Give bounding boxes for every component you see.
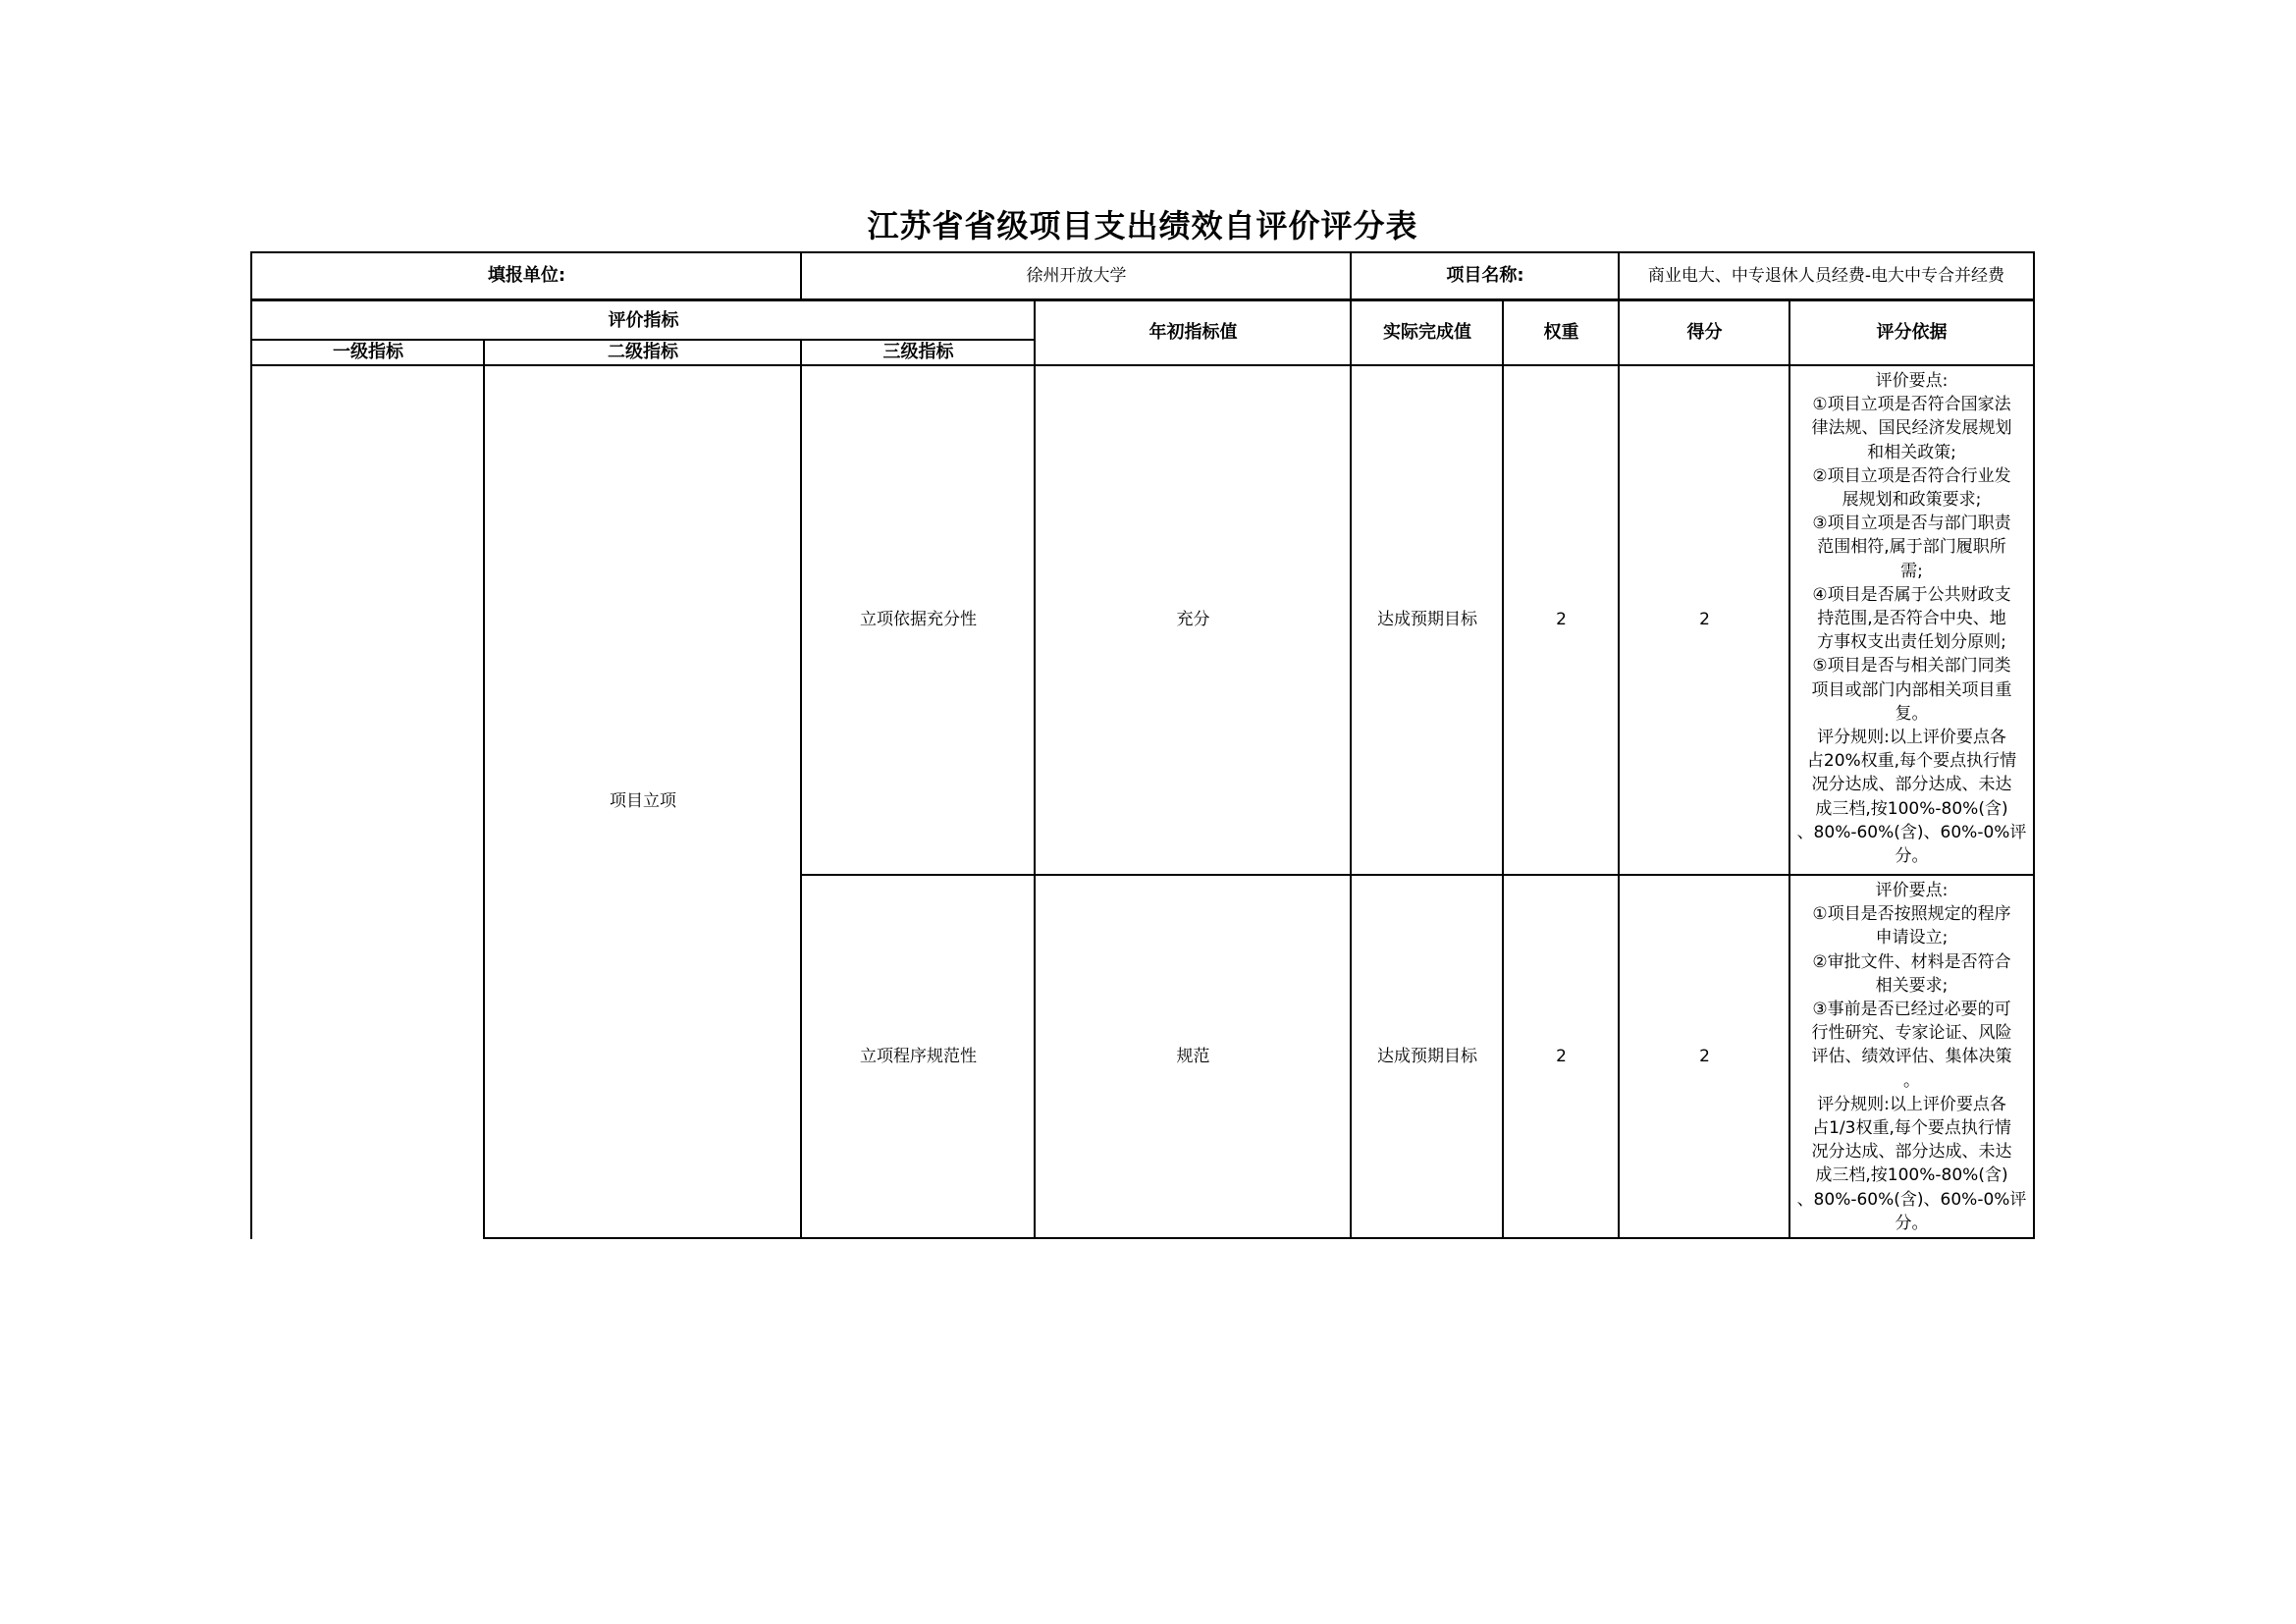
project-label: 项目名称: [1350, 251, 1619, 300]
basis-line: 展规划和政策要求; [1842, 490, 1982, 511]
basis-line: 评价要点: [1875, 881, 1949, 900]
header-level1: 一级指标 [250, 339, 484, 366]
level2-cell: 项目立项 [483, 365, 801, 1239]
basis-line: 方事权支出责任划分原则; [1817, 632, 2006, 653]
basis-line: 分。 [1895, 1213, 1929, 1233]
row2-score: 2 [1618, 875, 1789, 1239]
basis-line: 复。 [1895, 703, 1929, 724]
unit-label: 填报单位: [250, 251, 801, 300]
basis-line: 行性研究、专家论证、风险 [1811, 1023, 2012, 1044]
row1-weight: 2 [1502, 365, 1619, 876]
page-title: 江苏省省级项目支出绩效自评价评分表 [867, 207, 1418, 244]
header-actual: 实际完成值 [1350, 299, 1503, 366]
basis-line: ③项目立项是否与部门职责 [1812, 514, 2011, 534]
basis-line: 。 [1903, 1070, 1920, 1091]
basis-line: 占1/3权重,每个要点执行情 [1812, 1118, 2011, 1139]
unit-value: 徐州开放大学 [800, 251, 1351, 300]
basis-line: 、80%-60%(含)、60%-0%评 [1796, 822, 2027, 842]
row2-weight: 2 [1502, 875, 1619, 1239]
basis-line: 持范围,是否符合中央、地 [1817, 609, 2006, 629]
row2-basis-lines [1793, 879, 2030, 1235]
basis-line: ①项目是否按照规定的程序 [1812, 904, 2011, 925]
header-level3: 三级指标 [800, 339, 1035, 366]
basis-line: 评分规则:以上评价要点各 [1817, 1094, 2006, 1114]
basis-line: 评估、绩效评估、集体决策 [1811, 1047, 2012, 1067]
basis-line: 、80%-60%(含)、60%-0%评 [1796, 1189, 2027, 1210]
basis-line: 况分达成、部分达成、未达 [1811, 1142, 2012, 1163]
row1-actual: 达成预期目标 [1350, 365, 1503, 876]
header-basis: 评分依据 [1789, 299, 2035, 366]
basis-line: 相关要求; [1875, 975, 1949, 996]
header-target: 年初指标值 [1034, 299, 1351, 366]
basis-line: 评价要点: [1875, 371, 1949, 391]
row2-actual: 达成预期目标 [1350, 875, 1503, 1239]
header-score: 得分 [1618, 299, 1789, 366]
basis-line: 律法规、国民经济发展规划 [1811, 418, 2012, 439]
basis-line: ④项目是否属于公共财政支 [1812, 584, 2011, 605]
row1-score: 2 [1618, 365, 1789, 876]
header-weight: 权重 [1502, 299, 1619, 366]
level1-cell [250, 365, 484, 1239]
basis-line: 范围相符,属于部门履职所 [1817, 537, 2006, 558]
basis-line: 成三档,按100%-80%(含) [1815, 1165, 2008, 1186]
row2-level3: 立项程序规范性 [800, 875, 1035, 1239]
basis-line: 分。 [1895, 846, 1929, 867]
basis-line: 成三档,按100%-80%(含) [1815, 798, 2008, 819]
row1-basis-lines [1793, 369, 2030, 868]
basis-line: 项目或部门内部相关项目重 [1811, 679, 2012, 700]
basis-line: ②审批文件、材料是否符合 [1812, 951, 2011, 972]
row1-basis [1789, 365, 2035, 876]
header-level2: 二级指标 [483, 339, 801, 366]
basis-line: ⑤项目是否与相关部门同类 [1812, 656, 2011, 677]
basis-line: 和相关政策; [1867, 442, 1956, 462]
header-indicators: 评价指标 [250, 299, 1035, 341]
basis-line: 占20%权重,每个要点执行情 [1806, 751, 2017, 772]
basis-line: ②项目立项是否符合行业发 [1812, 465, 2011, 486]
basis-line: ①项目立项是否符合国家法 [1812, 395, 2011, 415]
basis-line: 申请设立; [1875, 928, 1949, 948]
basis-line: 评分规则:以上评价要点各 [1817, 728, 2006, 748]
basis-line: 况分达成、部分达成、未达 [1811, 775, 2012, 795]
row2-target: 规范 [1034, 875, 1351, 1239]
basis-line: 需; [1900, 561, 1923, 581]
row1-target: 充分 [1034, 365, 1351, 876]
row2-basis [1789, 875, 2035, 1239]
row1-level3: 立项依据充分性 [800, 365, 1035, 876]
basis-line: ③事前是否已经过必要的可 [1812, 1000, 2011, 1020]
project-value: 商业电大、中专退休人员经费-电大中专合并经费 [1618, 251, 2035, 300]
